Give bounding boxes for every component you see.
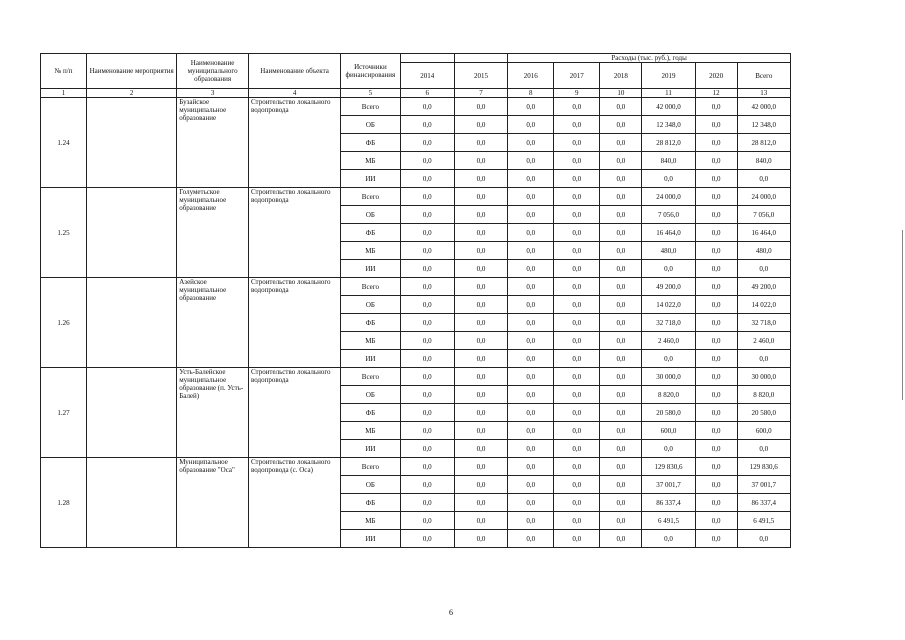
amount-cell: 0,0 [400, 296, 454, 314]
amount-cell: 0,0 [600, 404, 642, 422]
column-number: 6 [400, 89, 454, 98]
amount-cell: 0,0 [737, 440, 790, 458]
amount-cell: 6 491,5 [642, 512, 695, 530]
header-sources: Источники финансирования [341, 54, 400, 89]
row-index: 1.25 [41, 188, 87, 278]
amount-cell: 32 718,0 [642, 314, 695, 332]
amount-cell: 0,0 [695, 332, 737, 350]
funding-source: МБ [341, 332, 400, 350]
amount-cell: 0,0 [508, 458, 554, 476]
header-year: 2014 [400, 63, 454, 89]
column-number: 4 [248, 89, 340, 98]
amount-cell: 0,0 [454, 458, 507, 476]
amount-cell: 0,0 [600, 134, 642, 152]
amount-cell: 30 000,0 [642, 368, 695, 386]
amount-cell: 49 200,0 [642, 278, 695, 296]
amount-cell: 0,0 [508, 116, 554, 134]
object-name: Строительство локального водопровода [248, 98, 340, 188]
amount-cell: 0,0 [454, 260, 507, 278]
amount-cell: 0,0 [554, 98, 600, 116]
amount-cell: 0,0 [554, 512, 600, 530]
amount-cell: 0,0 [554, 278, 600, 296]
amount-cell: 0,0 [554, 458, 600, 476]
header-measure: Наименование мероприятия [87, 54, 177, 89]
amount-cell: 0,0 [600, 152, 642, 170]
amount-cell: 0,0 [695, 152, 737, 170]
amount-cell: 86 337,4 [737, 494, 790, 512]
expenses-table [40, 53, 791, 548]
municipality-name: Бузайское муниципальное образование [177, 98, 249, 188]
amount-cell: 0,0 [508, 350, 554, 368]
amount-cell: 0,0 [454, 422, 507, 440]
funding-source: Всего [341, 368, 400, 386]
amount-cell: 0,0 [695, 494, 737, 512]
amount-cell: 0,0 [400, 134, 454, 152]
amount-cell: 0,0 [400, 242, 454, 260]
amount-cell: 0,0 [400, 116, 454, 134]
amount-cell: 0,0 [508, 170, 554, 188]
amount-cell: 129 830,6 [642, 458, 695, 476]
amount-cell: 0,0 [400, 98, 454, 116]
table-row [41, 368, 791, 386]
amount-cell: 0,0 [554, 134, 600, 152]
amount-cell: 0,0 [508, 242, 554, 260]
amount-cell: 0,0 [600, 530, 642, 548]
funding-source: Всего [341, 188, 400, 206]
amount-cell: 14 022,0 [737, 296, 790, 314]
amount-cell: 0,0 [454, 512, 507, 530]
funding-source: ИИ [341, 440, 400, 458]
amount-cell: 8 820,0 [737, 386, 790, 404]
amount-cell: 0,0 [400, 440, 454, 458]
amount-cell: 0,0 [508, 404, 554, 422]
funding-source: ОБ [341, 386, 400, 404]
header-municipality: Наименование муниципального образования [177, 54, 249, 89]
amount-cell: 0,0 [454, 278, 507, 296]
column-number: 5 [341, 89, 400, 98]
amount-cell: 0,0 [642, 440, 695, 458]
amount-cell: 0,0 [695, 422, 737, 440]
amount-cell: 0,0 [642, 530, 695, 548]
funding-source: ФБ [341, 224, 400, 242]
measure-cell [87, 98, 177, 188]
amount-cell: 2 460,0 [737, 332, 790, 350]
amount-cell: 7 056,0 [642, 206, 695, 224]
amount-cell: 0,0 [600, 116, 642, 134]
amount-cell: 0,0 [508, 260, 554, 278]
amount-cell: 0,0 [695, 278, 737, 296]
amount-cell: 0,0 [695, 386, 737, 404]
amount-cell: 37 001,7 [642, 476, 695, 494]
table-row [41, 188, 791, 206]
amount-cell: 0,0 [508, 494, 554, 512]
amount-cell: 0,0 [508, 530, 554, 548]
amount-cell: 0,0 [600, 296, 642, 314]
amount-cell: 0,0 [454, 440, 507, 458]
amount-cell: 0,0 [554, 530, 600, 548]
amount-cell: 0,0 [600, 494, 642, 512]
municipality-name: Муниципальное образование "Оса" [177, 458, 249, 548]
funding-source: ФБ [341, 404, 400, 422]
amount-cell: 0,0 [400, 476, 454, 494]
amount-cell: 840,0 [642, 152, 695, 170]
amount-cell: 0,0 [554, 296, 600, 314]
column-number: 8 [508, 89, 554, 98]
amount-cell: 0,0 [454, 386, 507, 404]
amount-cell: 0,0 [642, 260, 695, 278]
header-row-top [41, 54, 791, 63]
amount-cell: 0,0 [695, 404, 737, 422]
amount-cell: 0,0 [695, 350, 737, 368]
header-object: Наименование объекта [248, 54, 340, 89]
funding-source: ФБ [341, 134, 400, 152]
funding-source: ФБ [341, 494, 400, 512]
amount-cell: 0,0 [454, 170, 507, 188]
table-row [41, 458, 791, 476]
amount-cell: 0,0 [554, 206, 600, 224]
municipality-name: Голуметьское муниципальное образование [177, 188, 249, 278]
amount-cell: 0,0 [695, 134, 737, 152]
column-number: 11 [642, 89, 695, 98]
amount-cell: 0,0 [600, 314, 642, 332]
amount-cell: 0,0 [600, 206, 642, 224]
amount-cell: 16 464,0 [737, 224, 790, 242]
amount-cell: 0,0 [400, 422, 454, 440]
measure-cell [87, 368, 177, 458]
amount-cell: 0,0 [600, 368, 642, 386]
amount-cell: 0,0 [554, 188, 600, 206]
amount-cell: 0,0 [695, 476, 737, 494]
amount-cell: 0,0 [600, 422, 642, 440]
funding-source: ОБ [341, 206, 400, 224]
header-blank [400, 54, 454, 63]
table-row [41, 278, 791, 296]
amount-cell: 32 718,0 [737, 314, 790, 332]
amount-cell: 0,0 [400, 530, 454, 548]
header-year: 2018 [600, 63, 642, 89]
amount-cell: 12 348,0 [642, 116, 695, 134]
amount-cell: 0,0 [695, 260, 737, 278]
column-number: 9 [554, 89, 600, 98]
amount-cell: 6 491,5 [737, 512, 790, 530]
amount-cell: 0,0 [508, 476, 554, 494]
amount-cell: 0,0 [400, 494, 454, 512]
amount-cell: 37 001,7 [737, 476, 790, 494]
header-year: 2019 [642, 63, 695, 89]
amount-cell: 0,0 [695, 314, 737, 332]
amount-cell: 0,0 [554, 224, 600, 242]
amount-cell: 0,0 [400, 350, 454, 368]
funding-source: ИИ [341, 350, 400, 368]
amount-cell: 0,0 [454, 98, 507, 116]
amount-cell: 0,0 [400, 170, 454, 188]
amount-cell: 0,0 [454, 350, 507, 368]
amount-cell: 0,0 [400, 260, 454, 278]
amount-cell: 0,0 [600, 278, 642, 296]
funding-source: ОБ [341, 476, 400, 494]
measure-cell [87, 278, 177, 368]
amount-cell: 0,0 [400, 368, 454, 386]
amount-cell: 24 000,0 [642, 188, 695, 206]
column-number: 10 [600, 89, 642, 98]
table-row [41, 98, 791, 116]
header-year: 2017 [554, 63, 600, 89]
amount-cell: 24 000,0 [737, 188, 790, 206]
funding-source: ИИ [341, 170, 400, 188]
amount-cell: 14 022,0 [642, 296, 695, 314]
amount-cell: 28 812,0 [737, 134, 790, 152]
amount-cell: 0,0 [600, 350, 642, 368]
amount-cell: 0,0 [454, 476, 507, 494]
row-index: 1.27 [41, 368, 87, 458]
amount-cell: 0,0 [600, 332, 642, 350]
amount-cell: 0,0 [642, 350, 695, 368]
column-number: 7 [454, 89, 507, 98]
amount-cell: 0,0 [554, 242, 600, 260]
amount-cell: 0,0 [642, 170, 695, 188]
amount-cell: 0,0 [508, 278, 554, 296]
amount-cell: 0,0 [695, 98, 737, 116]
row-index: 1.26 [41, 278, 87, 368]
amount-cell: 0,0 [695, 458, 737, 476]
column-number: 12 [695, 89, 737, 98]
amount-cell: 20 580,0 [642, 404, 695, 422]
amount-cell: 0,0 [554, 152, 600, 170]
funding-source: ФБ [341, 314, 400, 332]
funding-source: МБ [341, 152, 400, 170]
header-year: 2020 [695, 63, 737, 89]
municipality-name: Усть-Балейское муниципальное образование (п. Усть-Балей) [177, 368, 249, 458]
amount-cell: 129 830,6 [737, 458, 790, 476]
column-number-row [41, 89, 791, 98]
municipality-name: Азейское муниципальное образование [177, 278, 249, 368]
amount-cell: 0,0 [554, 422, 600, 440]
amount-cell: 0,0 [508, 512, 554, 530]
amount-cell: 0,0 [508, 134, 554, 152]
amount-cell: 480,0 [642, 242, 695, 260]
amount-cell: 0,0 [454, 368, 507, 386]
object-name: Строительство локального водопровода [248, 278, 340, 368]
amount-cell: 0,0 [508, 296, 554, 314]
amount-cell: 86 337,4 [642, 494, 695, 512]
amount-cell: 0,0 [695, 224, 737, 242]
object-name: Строительство локального водопровода [248, 368, 340, 458]
amount-cell: 0,0 [508, 188, 554, 206]
funding-source: ИИ [341, 530, 400, 548]
amount-cell: 0,0 [508, 314, 554, 332]
funding-source: МБ [341, 242, 400, 260]
amount-cell: 0,0 [454, 314, 507, 332]
amount-cell: 20 580,0 [737, 404, 790, 422]
column-number: 3 [177, 89, 249, 98]
amount-cell: 0,0 [508, 368, 554, 386]
column-number: 13 [737, 89, 790, 98]
amount-cell: 0,0 [454, 206, 507, 224]
amount-cell: 0,0 [554, 332, 600, 350]
amount-cell: 0,0 [454, 332, 507, 350]
amount-cell: 0,0 [554, 314, 600, 332]
column-number: 1 [41, 89, 87, 98]
amount-cell: 42 000,0 [642, 98, 695, 116]
amount-cell: 0,0 [554, 404, 600, 422]
amount-cell: 0,0 [554, 350, 600, 368]
header-no: № п/п [41, 54, 87, 89]
amount-cell: 0,0 [695, 206, 737, 224]
amount-cell: 0,0 [400, 224, 454, 242]
amount-cell: 0,0 [400, 152, 454, 170]
amount-cell: 0,0 [695, 512, 737, 530]
amount-cell: 0,0 [508, 152, 554, 170]
amount-cell: 0,0 [400, 332, 454, 350]
amount-cell: 0,0 [695, 530, 737, 548]
amount-cell: 0,0 [600, 512, 642, 530]
amount-cell: 0,0 [508, 206, 554, 224]
amount-cell: 0,0 [695, 116, 737, 134]
amount-cell: 0,0 [400, 188, 454, 206]
amount-cell: 600,0 [642, 422, 695, 440]
header-total: Всего [737, 63, 790, 89]
amount-cell: 0,0 [600, 458, 642, 476]
header-year: 2016 [508, 63, 554, 89]
amount-cell: 0,0 [454, 242, 507, 260]
amount-cell: 0,0 [400, 458, 454, 476]
amount-cell: 0,0 [554, 440, 600, 458]
measure-cell [87, 188, 177, 278]
amount-cell: 0,0 [600, 170, 642, 188]
header-expenses: Расходы (тыс. руб.), годы [508, 54, 791, 63]
amount-cell: 0,0 [454, 494, 507, 512]
amount-cell: 0,0 [400, 314, 454, 332]
amount-cell: 0,0 [695, 440, 737, 458]
funding-source: МБ [341, 512, 400, 530]
amount-cell: 0,0 [554, 368, 600, 386]
amount-cell: 42 000,0 [737, 98, 790, 116]
amount-cell: 0,0 [454, 116, 507, 134]
amount-cell: 16 464,0 [642, 224, 695, 242]
amount-cell: 0,0 [508, 224, 554, 242]
amount-cell: 30 000,0 [737, 368, 790, 386]
amount-cell: 0,0 [508, 386, 554, 404]
amount-cell: 0,0 [600, 98, 642, 116]
page-number: 6 [449, 608, 453, 617]
amount-cell: 0,0 [400, 512, 454, 530]
row-index: 1.28 [41, 458, 87, 548]
amount-cell: 0,0 [554, 170, 600, 188]
amount-cell: 600,0 [737, 422, 790, 440]
amount-cell: 0,0 [600, 242, 642, 260]
amount-cell: 0,0 [400, 278, 454, 296]
amount-cell: 0,0 [508, 422, 554, 440]
row-index: 1.24 [41, 98, 87, 188]
amount-cell: 0,0 [508, 440, 554, 458]
column-number: 2 [87, 89, 177, 98]
amount-cell: 12 348,0 [737, 116, 790, 134]
amount-cell: 0,0 [695, 170, 737, 188]
amount-cell: 49 200,0 [737, 278, 790, 296]
funding-source: МБ [341, 422, 400, 440]
amount-cell: 0,0 [400, 386, 454, 404]
amount-cell: 0,0 [737, 170, 790, 188]
amount-cell: 480,0 [737, 242, 790, 260]
amount-cell: 7 056,0 [737, 206, 790, 224]
amount-cell: 0,0 [737, 350, 790, 368]
measure-cell [87, 458, 177, 548]
object-name: Строительство локального водопровода (с. Оса) [248, 458, 340, 548]
amount-cell: 0,0 [695, 242, 737, 260]
scan-edge-mark [902, 230, 903, 400]
object-name: Строительство локального водопровода [248, 188, 340, 278]
amount-cell: 840,0 [737, 152, 790, 170]
amount-cell: 0,0 [554, 386, 600, 404]
amount-cell: 0,0 [554, 116, 600, 134]
amount-cell: 0,0 [695, 296, 737, 314]
amount-cell: 0,0 [454, 224, 507, 242]
funding-source: Всего [341, 98, 400, 116]
header-blank [454, 54, 507, 63]
amount-cell: 0,0 [737, 260, 790, 278]
amount-cell: 2 460,0 [642, 332, 695, 350]
amount-cell: 0,0 [554, 494, 600, 512]
funding-source: ОБ [341, 116, 400, 134]
amount-cell: 0,0 [454, 152, 507, 170]
funding-source: ОБ [341, 296, 400, 314]
amount-cell: 0,0 [508, 98, 554, 116]
amount-cell: 0,0 [600, 188, 642, 206]
funding-source: ИИ [341, 260, 400, 278]
amount-cell: 0,0 [600, 386, 642, 404]
amount-cell: 0,0 [600, 224, 642, 242]
amount-cell: 0,0 [454, 188, 507, 206]
amount-cell: 0,0 [554, 476, 600, 494]
amount-cell: 8 820,0 [642, 386, 695, 404]
funding-source: Всего [341, 458, 400, 476]
amount-cell: 0,0 [600, 476, 642, 494]
amount-cell: 0,0 [600, 440, 642, 458]
header-year: 2015 [454, 63, 507, 89]
amount-cell: 0,0 [737, 530, 790, 548]
amount-cell: 0,0 [454, 134, 507, 152]
amount-cell: 0,0 [454, 530, 507, 548]
amount-cell: 28 812,0 [642, 134, 695, 152]
amount-cell: 0,0 [400, 404, 454, 422]
amount-cell: 0,0 [454, 296, 507, 314]
amount-cell: 0,0 [508, 332, 554, 350]
amount-cell: 0,0 [600, 260, 642, 278]
amount-cell: 0,0 [695, 368, 737, 386]
amount-cell: 0,0 [554, 260, 600, 278]
funding-source: Всего [341, 278, 400, 296]
amount-cell: 0,0 [400, 206, 454, 224]
amount-cell: 0,0 [695, 188, 737, 206]
amount-cell: 0,0 [454, 404, 507, 422]
